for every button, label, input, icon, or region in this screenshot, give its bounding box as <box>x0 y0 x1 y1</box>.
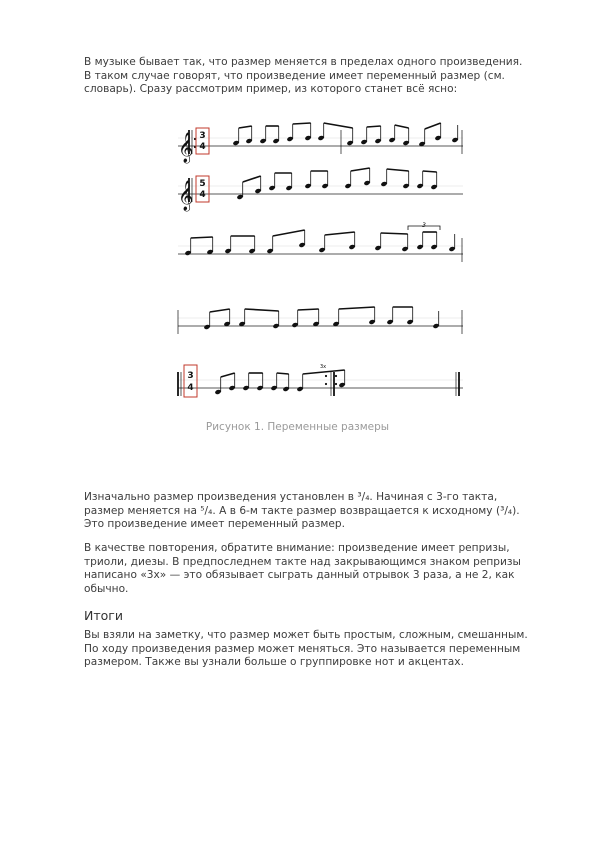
repeat-count-label: 3x <box>320 364 327 370</box>
note-beam <box>325 232 355 235</box>
note-beam <box>423 171 437 172</box>
time-signature-3-bottom: 4 <box>187 383 194 393</box>
note-beam <box>381 233 408 234</box>
intro-paragraph: В музыке бывает так, что размер меняется в пределах одного произведения. В таком случае говорят, что произведение имеет переменный размер (см. словарь). Сразу рассмотрим пример, из которого станет всё ясно: <box>84 56 523 95</box>
note-beam <box>221 373 235 377</box>
note-beam <box>210 309 230 312</box>
repeat-dot <box>325 383 327 385</box>
note-beam <box>367 126 381 127</box>
note-beam <box>395 125 409 128</box>
note-beam <box>387 169 409 171</box>
time-signature-3 <box>184 365 197 397</box>
time-signature-2-bottom: 4 <box>199 190 206 200</box>
treble-clef-icon: 𝄞 <box>178 181 194 211</box>
note-beam <box>273 230 305 236</box>
repeat-dot <box>335 383 337 385</box>
time-signature-3-top: 3 <box>187 371 194 381</box>
figure-caption: Рисунок 1. Переменные размеры <box>205 421 390 433</box>
triplet-number: 3 <box>422 222 426 229</box>
note-beam <box>324 123 353 128</box>
note-beam <box>425 123 441 129</box>
note-beam <box>298 309 319 310</box>
note-beam <box>351 168 370 171</box>
time-signature-1 <box>196 128 209 154</box>
paragraph-3: Вы взяли на заметку, что размер может быть простым, сложным, смешанным. По ходу произведения размер может меняться. Это называется переменным размером. Также вы узнали больше о группировке нот и акцентах. <box>84 629 528 668</box>
time-signature-1-top: 3 <box>199 131 206 141</box>
triplet-bracket <box>408 222 440 230</box>
note-beam <box>303 370 345 374</box>
music-notes <box>184 123 458 395</box>
note-beam <box>191 237 213 238</box>
note-beam <box>243 176 261 182</box>
note-beam <box>245 309 279 311</box>
repeat-dot <box>325 375 327 377</box>
treble-clef-icon: 𝄞 <box>178 133 194 163</box>
note-beam <box>339 307 375 309</box>
paragraph-2: В качестве повторения, обратите внимание: произведение имеет репризы, триоли, диезы. В предпоследнем такте над закрывающимся знаком репризы написано «3х» — это обязывает сыграть данный отрывок 3 раза, а не 2, как обычно. <box>84 542 521 595</box>
note-beam <box>293 123 311 124</box>
note-beam <box>239 126 252 128</box>
time-signature-2 <box>196 176 209 202</box>
repeat-dot <box>335 375 337 377</box>
paragraph-1: Изначально размер произведения установлен в ³/₄. Начиная с 3-го такта, размер меняется на ⁵/₄. А в 6-м такте размер возвращается к исходному (³/₄). Это произведение имеет переменный размер. <box>84 491 520 530</box>
time-signature-2-top: 5 <box>199 179 206 189</box>
time-signature-1-bottom: 4 <box>199 142 206 152</box>
staves <box>178 130 463 396</box>
note-beam <box>277 373 289 374</box>
section-heading: Итоги <box>84 608 123 623</box>
